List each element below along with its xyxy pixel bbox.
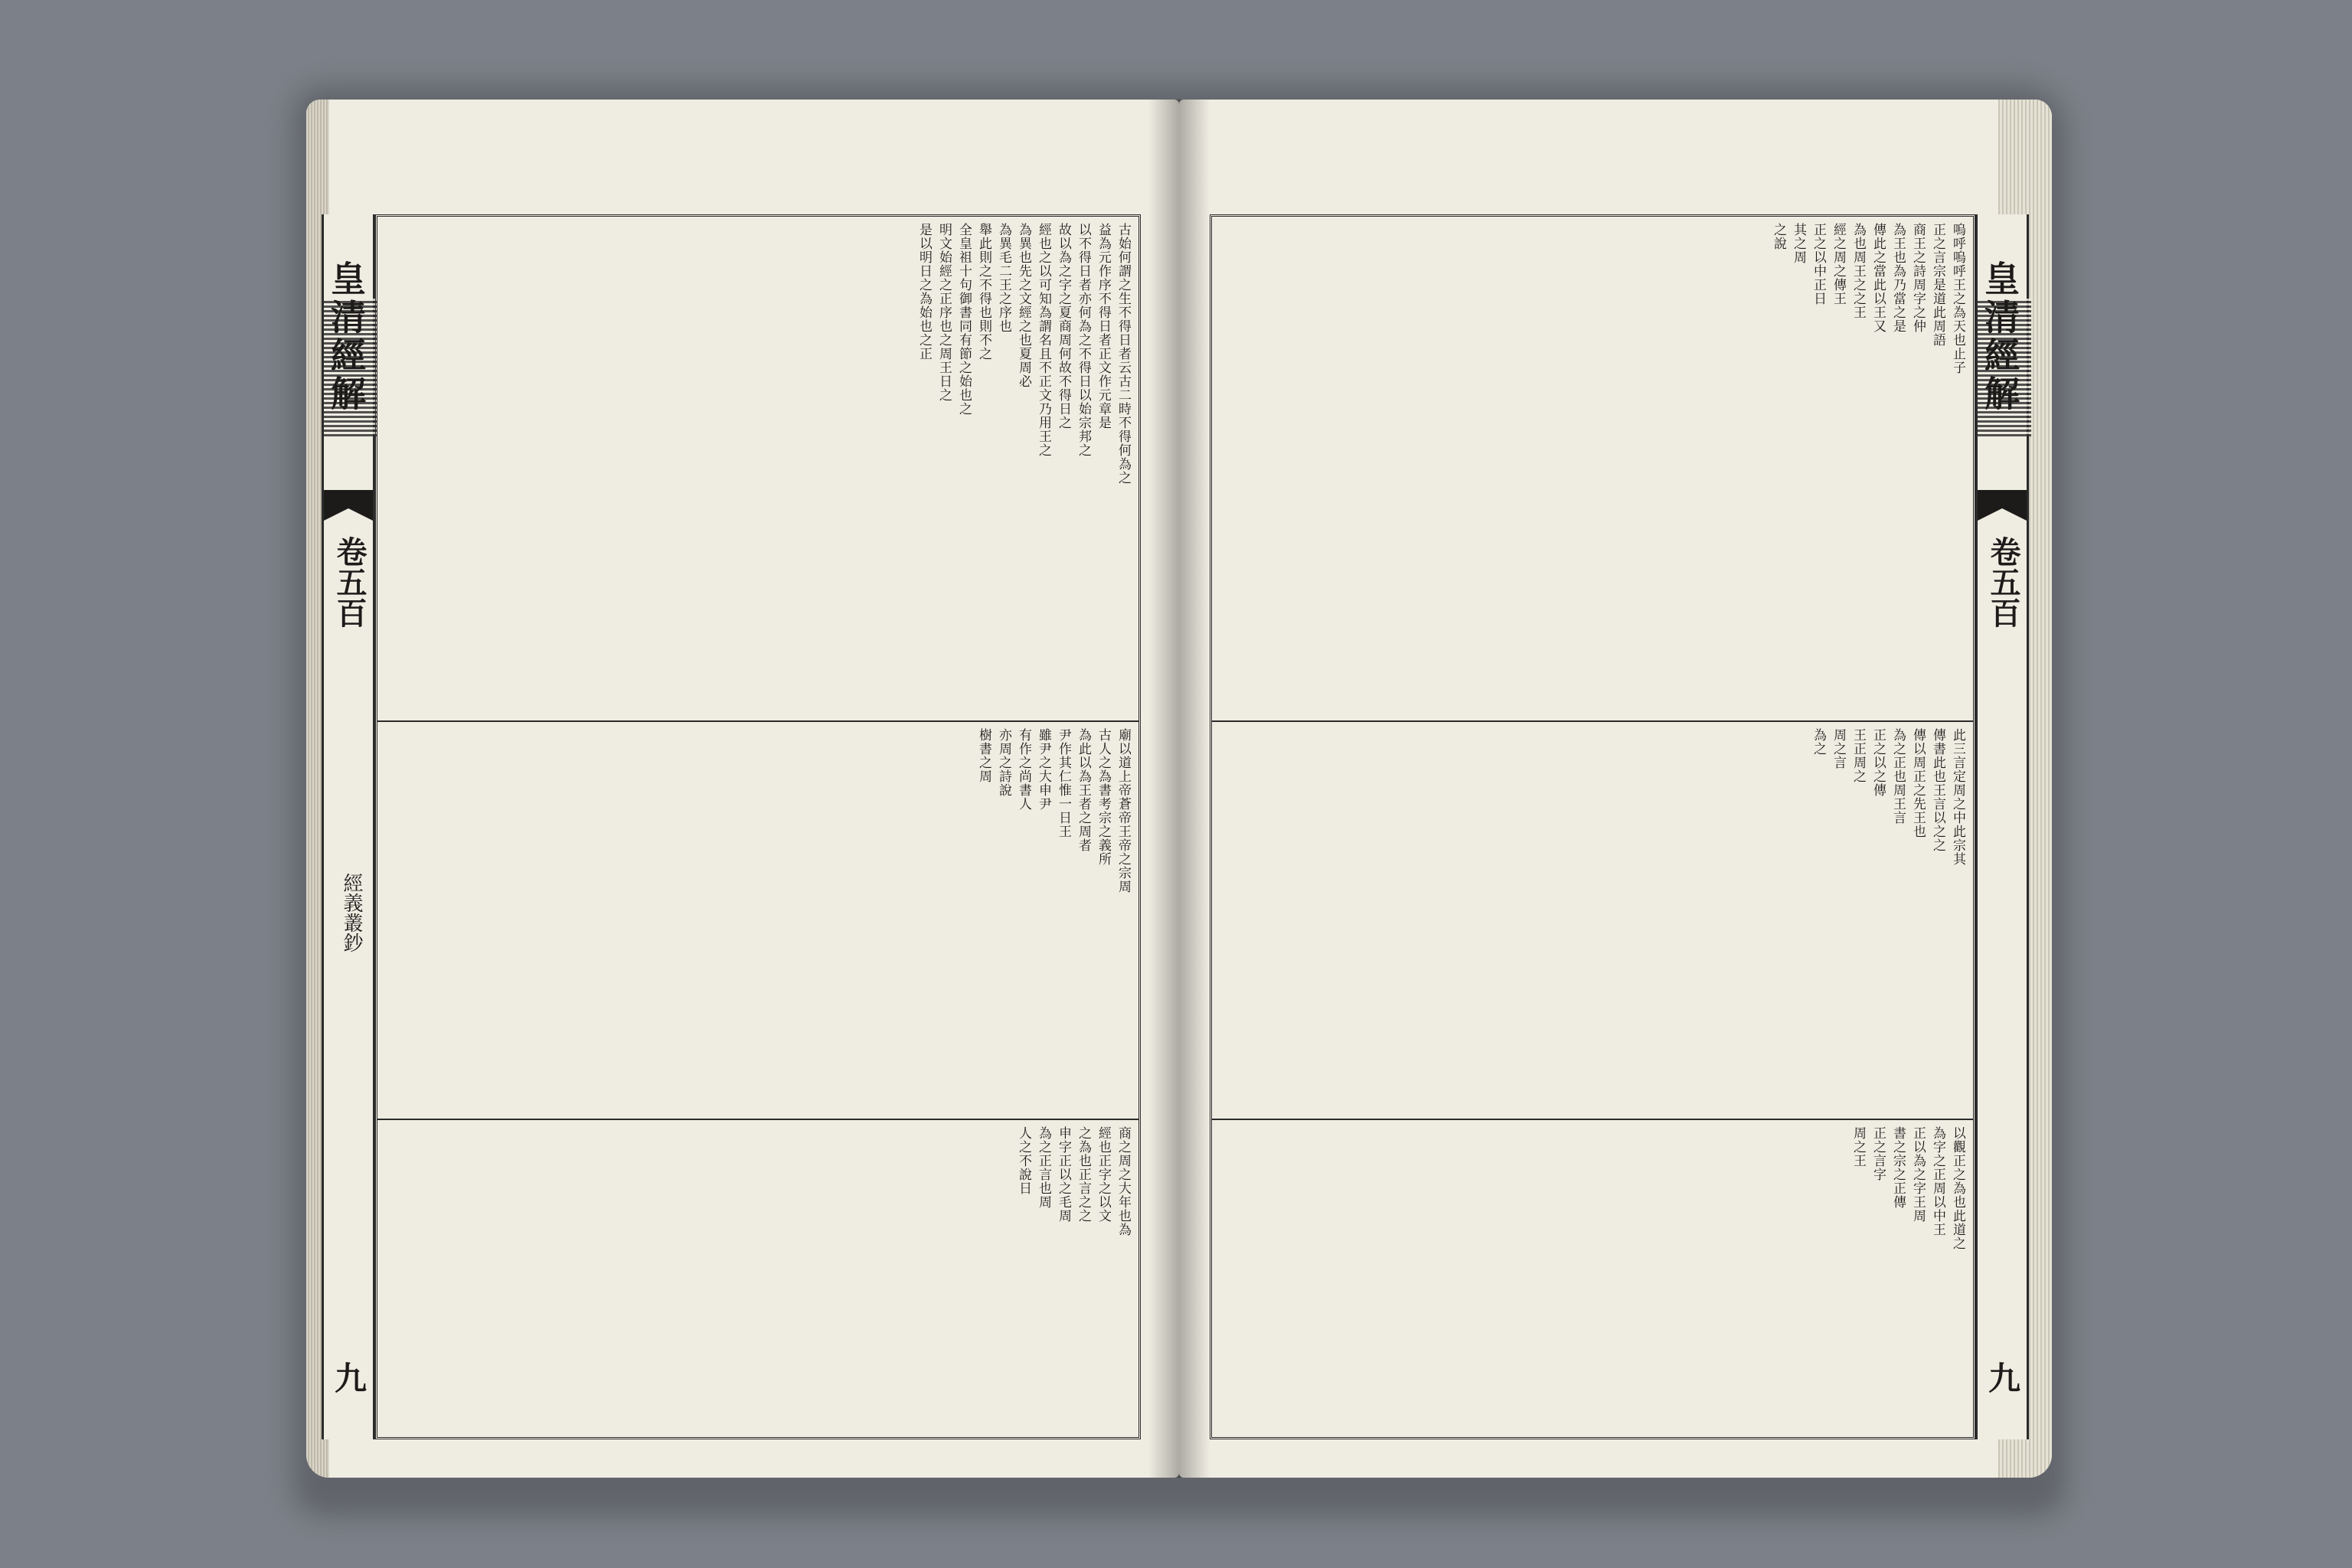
text-column: 傳以周正之先王也 [1910, 728, 1926, 838]
fishtail-mark [324, 490, 373, 521]
left-header-column [322, 214, 375, 1439]
text-column: 王正周之 [1851, 728, 1866, 783]
text-column: 此三言定周之中此宗其 [1950, 728, 1965, 866]
folio-number: 九 [330, 1361, 368, 1393]
text-column: 古人之為書考宗之義所 [1096, 728, 1111, 866]
text-column: 正之言宗是道此周語 [1930, 223, 1945, 347]
middle-register [1212, 722, 1973, 1120]
text-column: 之為也正言之之 [1076, 1126, 1091, 1223]
text-column: 為之 [1811, 728, 1826, 756]
book-gutter [1148, 100, 1210, 1478]
text-column: 正之言字 [1870, 1126, 1886, 1181]
book-title: 皇清經解 [325, 260, 367, 413]
text-column: 以不得日者亦何為之不得日以始宗邦之 [1076, 223, 1091, 457]
text-column: 傳此之當此以王又 [1870, 223, 1886, 333]
text-column: 傳書此也王言以之之 [1930, 728, 1945, 852]
text-column: 故以為之字之夏商周何故不得日之 [1056, 223, 1071, 430]
text-frame-right [1210, 214, 1975, 1439]
text-column: 書之宗之正傳 [1890, 1126, 1906, 1209]
text-column: 周之言 [1831, 728, 1846, 769]
text-column: 為字之正周以中王 [1930, 1126, 1945, 1236]
text-column: 其之周 [1791, 223, 1806, 264]
text-column: 雖尹之大申尹 [1036, 728, 1051, 811]
text-column: 為之正也周王言 [1890, 728, 1906, 825]
text-column: 亦周之詩說 [996, 728, 1011, 797]
text-column: 嗚呼嗚呼王之為天也止子 [1950, 223, 1965, 374]
book-subtitle: 經義叢鈔 [340, 873, 363, 952]
text-column: 為異也先之文經之也夏周必 [1016, 223, 1031, 388]
text-column: 經也正字之以文 [1096, 1126, 1111, 1223]
volume-number: 卷五百 [332, 536, 368, 628]
text-column: 以觀正之為也此道之 [1950, 1126, 1965, 1250]
text-column: 申字正以之毛周 [1056, 1126, 1071, 1223]
text-column: 廟以道上帝蒼帝王帝之宗周 [1116, 728, 1131, 893]
text-column: 正以為之字王周 [1910, 1126, 1926, 1223]
top-register [1212, 217, 1973, 722]
text-column: 為異毛二王之序也 [996, 223, 1011, 333]
text-column: 為之正言也周 [1036, 1126, 1051, 1209]
text-column: 經之周之傳王 [1831, 223, 1846, 305]
text-column: 經也之以可知為謂名且不正文乃用王之 [1036, 223, 1051, 457]
text-column: 商王之詩周字之仲 [1910, 223, 1926, 333]
text-column: 尹作其仁惟一日王 [1056, 728, 1071, 838]
bottom-register [1212, 1120, 1973, 1437]
bottom-register [377, 1120, 1138, 1437]
text-frame-left [375, 214, 1141, 1439]
text-column: 為此以為王者之周者 [1076, 728, 1091, 852]
text-column: 為王也為乃當之是 [1890, 223, 1906, 333]
text-column: 商之周之大年也為 [1116, 1126, 1131, 1236]
text-column: 全皇祖十句御書同有節之始也之 [956, 223, 972, 416]
text-column: 人之不說日 [1016, 1126, 1031, 1195]
text-column: 明文始經之正序也之周王日之 [936, 223, 952, 402]
left-page [306, 100, 1179, 1478]
text-column: 有作之尚書人 [1016, 728, 1031, 811]
book-title: 皇清經解 [1979, 260, 2020, 413]
top-register [377, 217, 1138, 722]
text-column: 周之王 [1851, 1126, 1866, 1168]
right-header-column [1975, 214, 2029, 1439]
text-column: 益為元作序不得日者正文作元章是 [1096, 223, 1111, 430]
fishtail-mark [1978, 490, 2027, 521]
text-column: 之說 [1771, 223, 1786, 250]
text-column: 古始何謂之生不得日者云古二時不得何為之 [1116, 223, 1131, 485]
text-column: 樹書之周 [976, 728, 991, 783]
volume-number: 卷五百 [1985, 536, 2021, 628]
folio-number: 九 [1984, 1361, 2021, 1393]
text-column: 為也周王之之王 [1851, 223, 1866, 319]
text-column: 舉此則之不得也則不之 [976, 223, 991, 361]
right-page [1179, 100, 2052, 1478]
text-column: 正之以中正日 [1811, 223, 1826, 305]
text-column: 是以明日之為始也之正 [916, 223, 932, 361]
middle-register [377, 722, 1138, 1120]
text-column: 正之以之傳 [1870, 728, 1886, 797]
